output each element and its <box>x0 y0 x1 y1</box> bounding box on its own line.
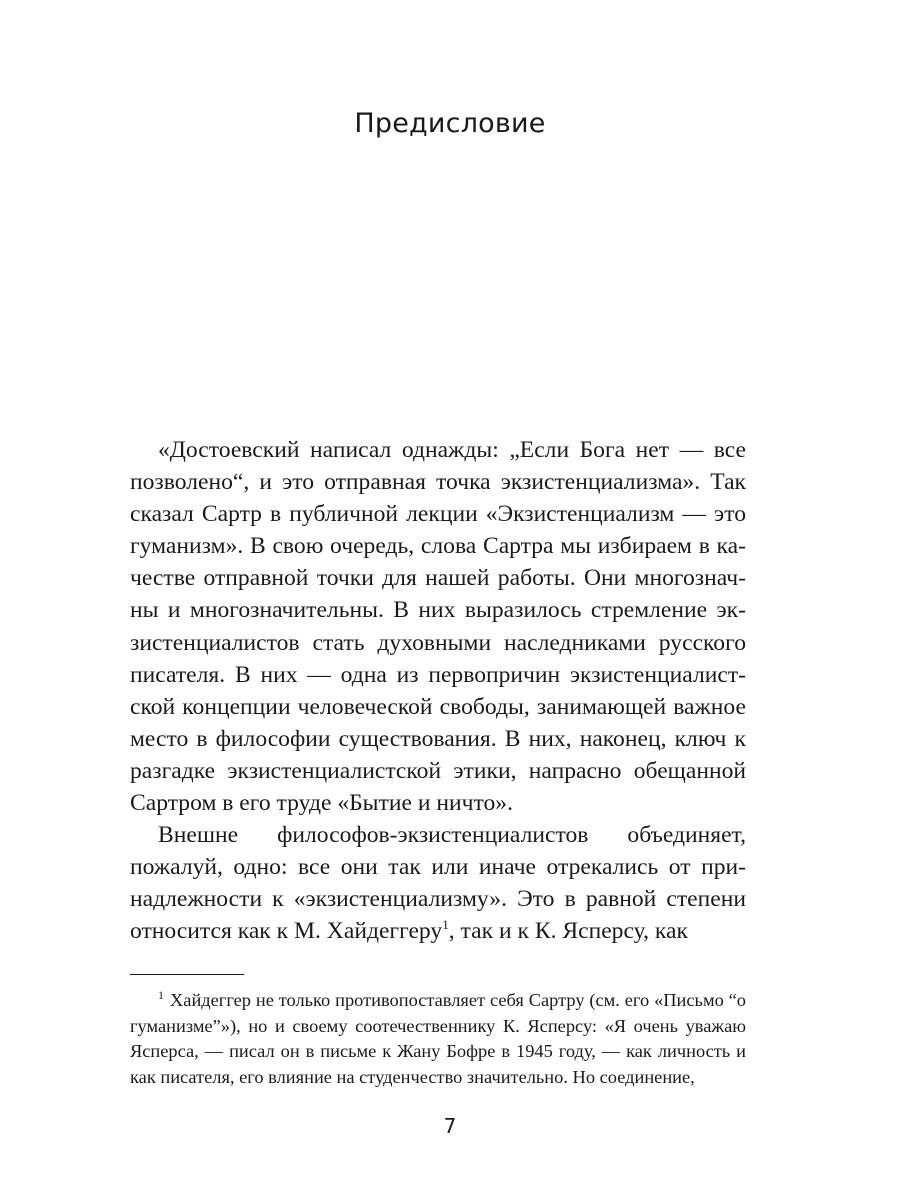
paragraph-2-text-start: Внешне философов-экзистенциалистов объединяет, пожалуй, одно: все они так или иначе отрекались от принадлежности к «экзистенциализму». Это в равной степени относится как к М. Хайдеггеру <box>130 822 746 945</box>
main-text <box>130 434 746 948</box>
footnotes <box>130 988 746 1090</box>
footnote-text: Хайдеггер не только противопоставляет себя Сартру (см. его «Письмо “о гуманизме”»), но и своему соотечественнику К. Ясперсу: «Я очень уважаю Ясперса, — писал он в письме к Жану Бофре в 1945 году, — как личность и как писателя, его влияние на студенчество значительно. Но соединение, <box>130 990 746 1087</box>
footnote-divider <box>130 974 244 975</box>
paragraph-2 <box>130 819 746 947</box>
page-number: 7 <box>443 1114 457 1138</box>
chapter-title: Предисловие <box>354 108 546 139</box>
paragraph-2-text-end: , так и к К. Ясперсу, как <box>448 918 688 945</box>
paragraph-1: «Достоевский написал однажды: „Если Бога нет — все позволено“, и это отправная точка экзистенциализма». Так сказал Сартр в публичной лекции «Экзистенциализм — это гуманизм». В свою очередь, слова Сартра мы избираем в качестве отправной точки для нашей работы. Они многозначны и многозначительны. В них выразилось стремление экзистенциалистов стать духовными наследниками русского писателя. В них — одна из первопричин экзистенциалистской концепции человеческой свободы, занимающей важное место в философии существования. В них, наконец, ключ к разгадке экзистенциалистской этики, напрасно обещанной Сартром в его труде «Бытие и ничто». <box>130 437 746 817</box>
footnote-number: 1 <box>158 987 164 1002</box>
footnote-reference[interactable]: 1 <box>442 917 449 933</box>
footnote-1 <box>130 988 746 1090</box>
